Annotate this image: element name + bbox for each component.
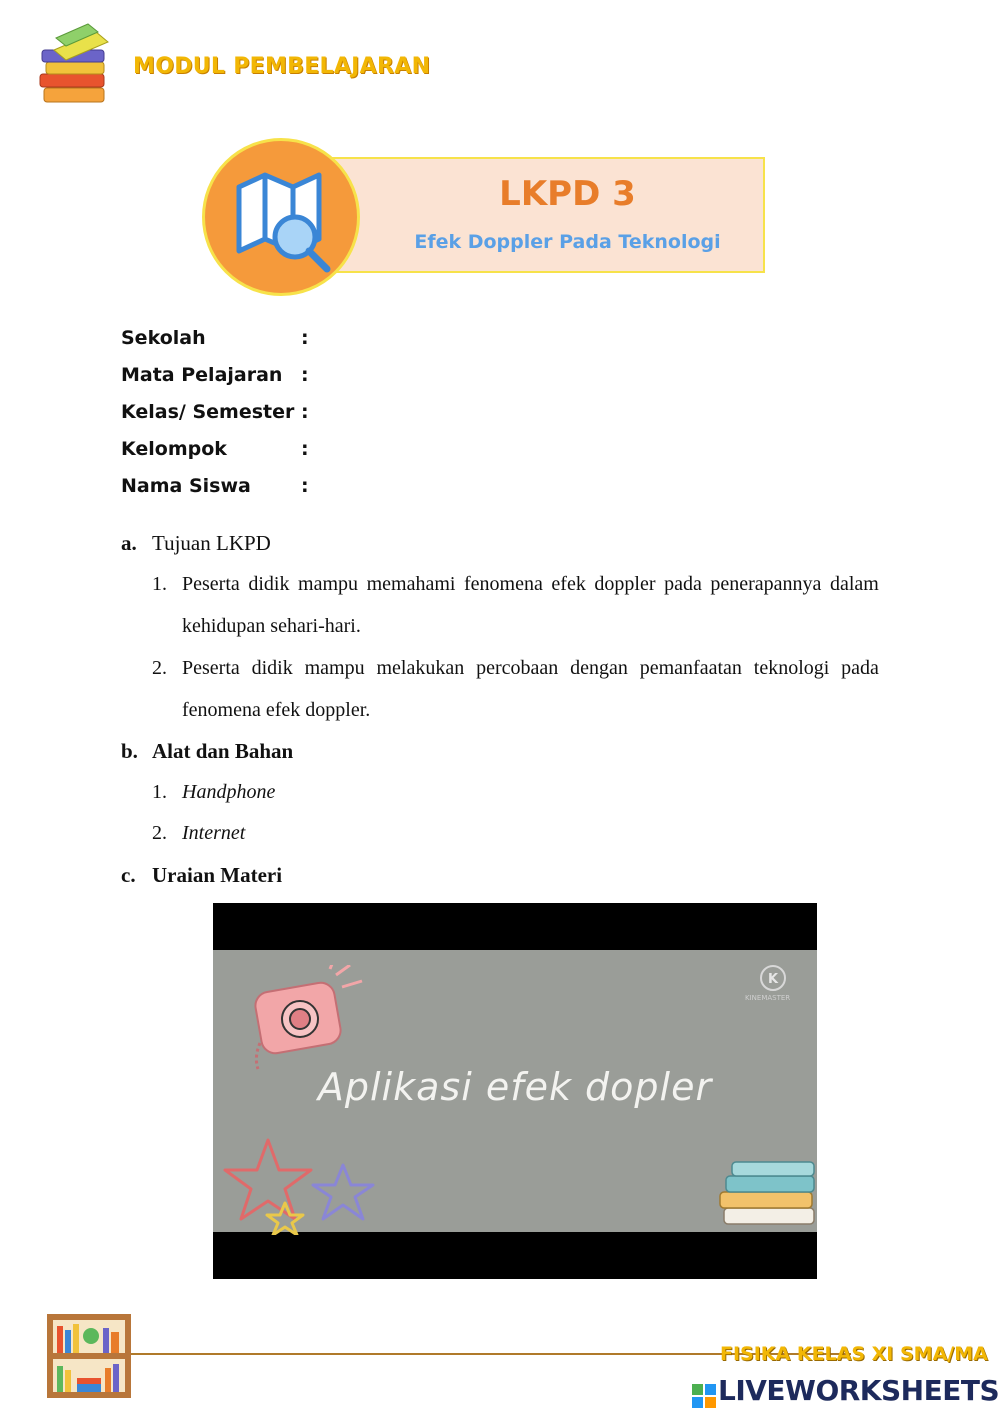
word: memahami [366, 573, 456, 595]
word: doppler [594, 573, 656, 595]
word: mampu [298, 573, 359, 595]
word: didik [251, 657, 293, 679]
word: teknologi [753, 657, 830, 679]
word: pada [841, 657, 879, 679]
bookshelf-icon [47, 1314, 131, 1398]
camera-icon [238, 965, 368, 1075]
word: Peserta [182, 573, 240, 595]
field-colon: : [301, 401, 309, 423]
liveworksheets-logo-icon [692, 1379, 716, 1413]
svg-text:K: K [767, 972, 779, 987]
word: dalam [830, 573, 879, 595]
section-marker: c. [121, 863, 136, 887]
stacked-books-icon [38, 22, 112, 106]
module-title: MODUL PEMBELAJARAN [133, 54, 431, 79]
word: pemanfaatan [639, 657, 742, 679]
word: penerapannya [710, 573, 822, 595]
word: mampu [304, 657, 365, 679]
word: melakukan [376, 657, 465, 679]
word: fenomena [464, 573, 543, 595]
banner-circle [202, 138, 360, 296]
watermark-logo-icon [753, 964, 793, 996]
field-colon: : [301, 475, 309, 497]
justified-line [182, 573, 879, 596]
word: pada [664, 573, 702, 595]
section-marker: b. [121, 739, 138, 763]
liveworksheets-brand[interactable]: LIVEWORKSHEETS [718, 1374, 1000, 1407]
item-number: 2. [152, 822, 167, 844]
section-title: Tujuan LKPD [152, 531, 271, 555]
map-magnifier-icon [205, 141, 357, 293]
lkpd-subtitle: Efek Doppler Pada Teknologi [414, 231, 721, 253]
item-text-line2: kehidupan sehari-hari. [182, 615, 361, 637]
video-title: Aplikasi efek dopler [317, 1065, 713, 1109]
stars-icon [223, 1135, 393, 1235]
word: percobaan [476, 657, 559, 679]
footer-course: FISIKA KELAS XI SMA/MA [720, 1343, 988, 1365]
field-colon: : [301, 438, 309, 460]
field-label: Kelas/ Semester [121, 401, 295, 423]
section-title: Alat dan Bahan [152, 739, 294, 763]
video-frame [213, 950, 817, 1232]
word: dengan [570, 657, 628, 679]
video-thumbnail[interactable] [213, 903, 817, 1279]
section-title: Uraian Materi [152, 863, 283, 887]
field-colon: : [301, 364, 309, 386]
field-label: Nama Siswa [121, 475, 251, 497]
word: didik [248, 573, 290, 595]
field-label: Kelompok [121, 438, 227, 460]
item-text: Internet [182, 822, 246, 844]
justified-line [182, 657, 879, 680]
field-label: Sekolah [121, 327, 206, 349]
item-number: 1. [152, 781, 167, 803]
item-number: 1. [152, 573, 167, 595]
item-text-line1 [182, 573, 879, 596]
item-text-line1 [182, 657, 879, 680]
watermark-text: KINEMASTER [745, 994, 791, 1002]
word: efek [551, 573, 586, 595]
item-number: 2. [152, 657, 167, 679]
books-stack-icon [718, 1160, 817, 1235]
item-text-line2: fenomena efek doppler. [182, 699, 371, 721]
lkpd-title: LKPD 3 [499, 174, 636, 214]
word: Peserta [182, 657, 240, 679]
section-marker: a. [121, 531, 137, 555]
field-label: Mata Pelajaran [121, 364, 283, 386]
item-text: Handphone [182, 781, 276, 803]
field-colon: : [301, 327, 309, 349]
